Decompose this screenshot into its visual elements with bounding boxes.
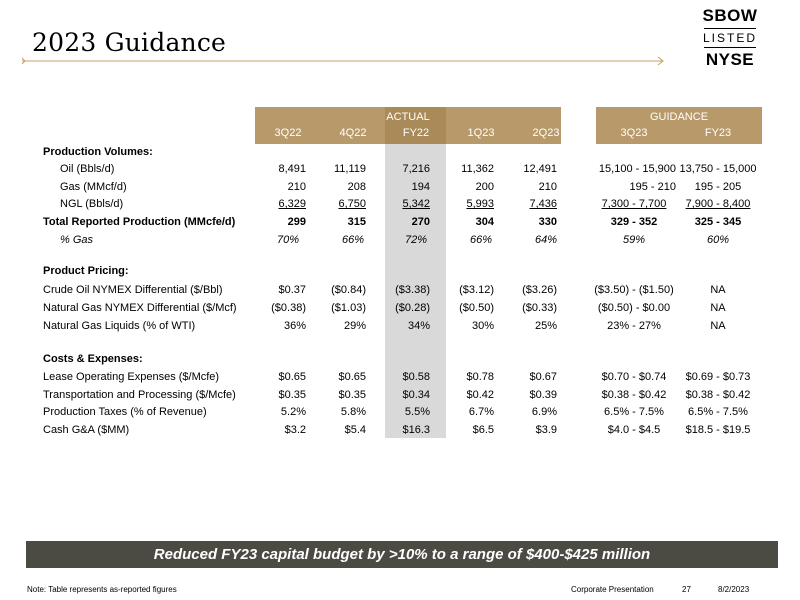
table-cell: 325 - 345 (694, 216, 742, 228)
capital-budget-banner: Reduced FY23 capital budget by >10% to a range of $400-$425 million (26, 541, 778, 568)
table-cell: 7,300 - 7,700 (601, 198, 667, 210)
table-cell: $0.35 (338, 389, 366, 401)
table-cell: NA (710, 320, 726, 332)
column-header-4q22: 4Q22 (339, 127, 367, 139)
table-cell: 6,750 (338, 198, 366, 210)
table-cell: NA (710, 302, 726, 314)
table-cell: 195 - 205 (694, 181, 742, 193)
table-cell: $0.70 - $0.74 (601, 371, 667, 383)
table-cell: 66% (341, 234, 365, 246)
table-cell: 23% - 27% (607, 320, 661, 332)
footnote: Note: Table represents as-reported figures (27, 585, 177, 594)
row-label: Total Reported Production (MMcfe/d) (43, 216, 236, 228)
table-cell: 210 (538, 181, 557, 193)
column-header-fy23: FY23 (704, 127, 732, 139)
row-label: Natural Gas NYMEX Differential ($/Mcf) (43, 302, 237, 314)
table-cell: $5.4 (344, 424, 366, 436)
row-label: Product Pricing: (43, 265, 129, 277)
table-cell: $18.5 - $19.5 (685, 424, 751, 436)
table-cell: 6.7% (468, 406, 494, 418)
row-label: Production Volumes: (43, 146, 153, 158)
row-label: Production Taxes (% of Revenue) (43, 406, 207, 418)
row-label: Crude Oil NYMEX Differential ($/Bbl) (43, 284, 223, 296)
table-cell: 299 (287, 216, 306, 228)
column-header-3q22: 3Q22 (274, 127, 302, 139)
table-cell: 200 (475, 181, 494, 193)
table-cell: 5,342 (402, 198, 430, 210)
table-cell: ($0.50) (459, 302, 494, 314)
table-cell: 30% (471, 320, 494, 332)
table-cell: ($3.12) (459, 284, 494, 296)
table-cell: 195 - 210 (629, 181, 676, 193)
table-cell: 11,362 (461, 163, 494, 175)
table-cell: 34% (407, 320, 430, 332)
table-cell: 60% (706, 234, 730, 246)
table-cell: $0.58 (402, 371, 430, 383)
table-cell: $0.78 (466, 371, 494, 383)
table-cell: ($1.03) (331, 302, 366, 314)
column-header-1q23: 1Q23 (467, 127, 495, 139)
column-header-2q23: 2Q23 (532, 127, 560, 139)
table-cell: 6.5% - 7.5% (688, 406, 748, 418)
table-cell: ($3.26) (522, 284, 557, 296)
table-cell: 15,100 - 15,900 (598, 163, 676, 175)
footer-presentation: Corporate Presentation (571, 585, 654, 594)
row-label: Lease Operating Expenses ($/Mcfe) (43, 371, 220, 383)
table-cell: 8,491 (278, 163, 306, 175)
row-label: Oil (Bbls/d) (60, 163, 115, 175)
table-cell: 329 - 352 (610, 216, 658, 228)
logo-ticker: SBOW (702, 6, 758, 25)
table-cell: $16.3 (402, 424, 430, 436)
table-cell: $6.5 (472, 424, 494, 436)
table-cell: 6.9% (531, 406, 557, 418)
table-cell: $0.34 (402, 389, 430, 401)
table-cell: $0.37 (278, 284, 306, 296)
logo-exchange: NYSE (705, 50, 755, 69)
table-cell: 7,216 (402, 163, 430, 175)
table-cell: ($3.50) - ($1.50) (594, 284, 674, 296)
table-cell: 330 (538, 216, 557, 228)
table-cell: $3.2 (284, 424, 306, 436)
table-cell: 70% (276, 234, 300, 246)
page-title: 2023 Guidance (32, 28, 227, 57)
table-cell: ($0.84) (331, 284, 366, 296)
table-cell: ($0.33) (522, 302, 557, 314)
table-cell: 5.8% (340, 406, 366, 418)
table-cell: 13,750 - 15,000 (679, 163, 757, 175)
table-cell: 64% (534, 234, 558, 246)
table-cell: $0.38 - $0.42 (685, 389, 751, 401)
table-cell: 5.2% (280, 406, 306, 418)
table-cell: $0.69 - $0.73 (685, 371, 751, 383)
actual-group-label: ACTUAL (386, 111, 430, 123)
table-cell: 12,491 (523, 163, 557, 175)
table-cell: 29% (343, 320, 366, 332)
table-cell: 270 (411, 216, 430, 228)
column-header-3q23: 3Q23 (620, 127, 648, 139)
table-cell: 7,436 (529, 198, 557, 210)
table-cell: ($3.38) (395, 284, 430, 296)
table-cell: 208 (347, 181, 366, 193)
table-cell: $0.65 (278, 371, 306, 383)
table-cell: ($0.38) (271, 302, 306, 314)
table-cell: $4.0 - $4.5 (607, 424, 661, 436)
row-label: Costs & Expenses: (43, 353, 143, 365)
table-cell: $0.42 (466, 389, 494, 401)
row-label: Transportation and Processing ($/Mcfe) (43, 389, 236, 401)
row-label: Cash G&A ($MM) (43, 424, 130, 436)
table-cell: NA (710, 284, 726, 296)
row-label: Gas (MMcf/d) (60, 181, 127, 193)
row-label: Natural Gas Liquids (% of WTI) (43, 320, 196, 332)
table-cell: 66% (469, 234, 493, 246)
footer-date: 8/2/2023 (718, 585, 750, 594)
table-cell: 194 (411, 181, 430, 193)
table-cell: $0.35 (278, 389, 306, 401)
row-label: % Gas (60, 234, 94, 246)
table-cell: 11,119 (333, 163, 366, 175)
row-label: NGL (Bbls/d) (60, 198, 124, 210)
table-cell: 210 (287, 181, 306, 193)
table-cell: 6,329 (278, 198, 306, 210)
table-cell: 5.5% (404, 406, 430, 418)
table-cell: 6.5% - 7.5% (604, 406, 664, 418)
table-cell: $3.9 (535, 424, 557, 436)
column-header-fy22: FY22 (402, 127, 430, 139)
logo-listed: LISTED (702, 31, 757, 45)
table-cell: $0.39 (529, 389, 557, 401)
guidance-group-label: GUIDANCE (649, 111, 709, 123)
table-cell: $0.65 (338, 371, 366, 383)
table-cell: 25% (534, 320, 557, 332)
page-number: 27 (682, 585, 691, 594)
table-cell: 72% (404, 234, 428, 246)
table-cell: 59% (622, 234, 646, 246)
table-cell: 36% (283, 320, 306, 332)
table-cell: 304 (475, 216, 494, 228)
table-cell: $0.67 (529, 371, 557, 383)
table-cell: $0.38 - $0.42 (601, 389, 667, 401)
table-cell: 315 (347, 216, 366, 228)
table-cell: 7,900 - 8,400 (685, 198, 751, 210)
table-cell: 5,993 (466, 198, 494, 210)
table-cell: ($0.50) - $0.00 (597, 302, 671, 314)
table-cell: ($0.28) (395, 302, 430, 314)
